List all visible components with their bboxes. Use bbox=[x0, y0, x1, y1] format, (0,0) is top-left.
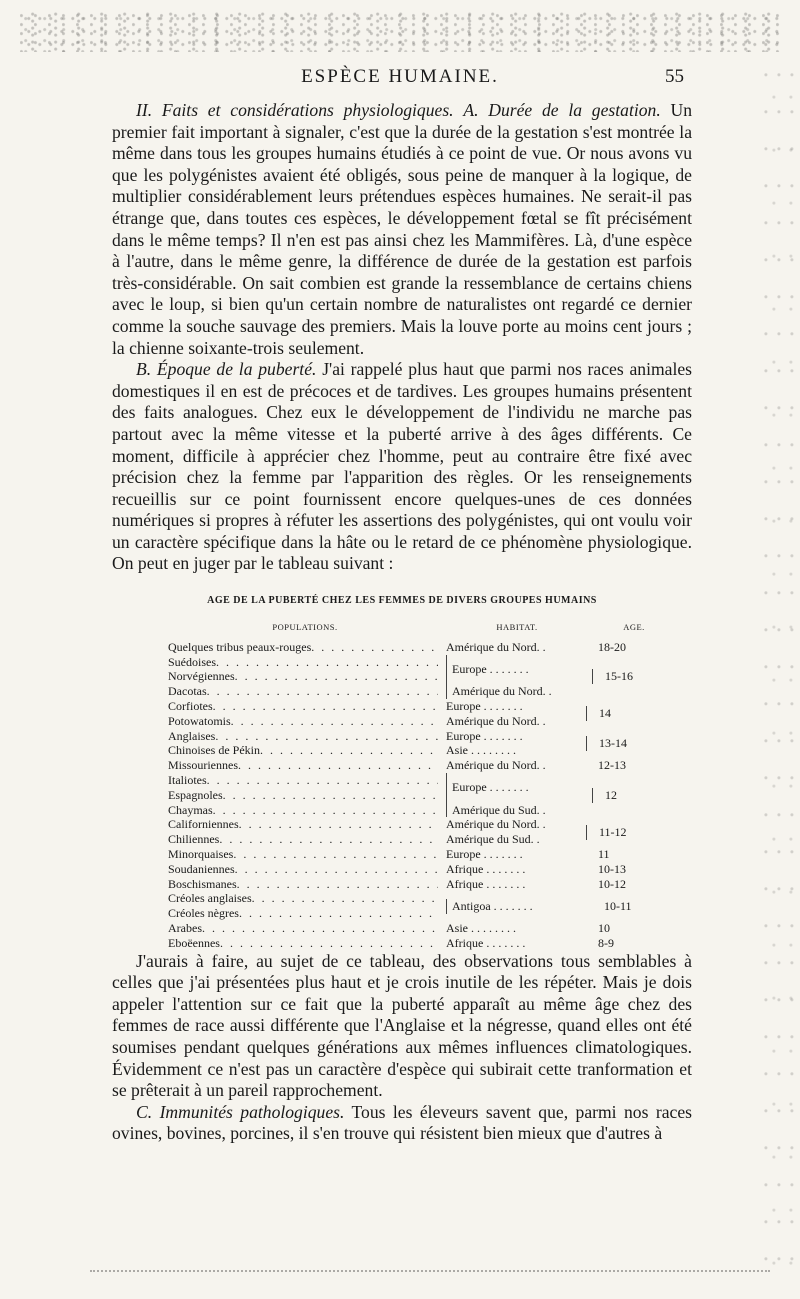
population-name: Californiennes bbox=[168, 817, 239, 832]
population-name: Quelques tribus peaux-rouges bbox=[168, 639, 312, 654]
section-c-heading: C. Immunités pathologiques. bbox=[136, 1101, 345, 1122]
table-row bbox=[168, 862, 676, 877]
population-name: Arabes bbox=[168, 921, 202, 935]
population-name: Dacotas bbox=[168, 684, 207, 699]
habitat-name: Europe . . . . . . . bbox=[446, 728, 523, 743]
population-name: Suédoises bbox=[168, 654, 216, 669]
population-name: Corfiotes bbox=[168, 699, 213, 714]
age-range: 10-13 bbox=[598, 861, 626, 876]
col-populations: POPULATIONS. bbox=[272, 622, 338, 633]
population-name: Anglaises bbox=[168, 728, 216, 743]
age-range: 15-16 bbox=[592, 669, 675, 684]
age-range: 18-20 bbox=[598, 639, 626, 654]
table-row bbox=[168, 699, 676, 729]
age-range: 10-12 bbox=[598, 876, 626, 891]
table-row bbox=[168, 877, 676, 892]
population-name: Soudaniennes bbox=[168, 861, 235, 876]
population-name: Créoles nègres bbox=[168, 906, 239, 921]
habitat-name: Afrique . . . . . . . bbox=[446, 935, 526, 950]
table-row bbox=[168, 655, 676, 699]
population-name: Boschismanes bbox=[168, 876, 237, 891]
age-range: 12-13 bbox=[598, 758, 626, 773]
habitat-name: Afrique . . . . . . . bbox=[446, 861, 526, 876]
table-row bbox=[168, 817, 676, 847]
habitat-name: Amérique du Sud. . bbox=[446, 832, 540, 847]
population-name: Italiotes bbox=[168, 773, 207, 788]
table-row bbox=[168, 773, 676, 817]
table-row bbox=[168, 729, 676, 759]
habitat-name: Amérique du Sud. . bbox=[452, 802, 546, 817]
table-header bbox=[168, 620, 676, 635]
paragraph-immunities bbox=[112, 1102, 692, 1145]
habitat-name: Europe . . . . . . . bbox=[452, 661, 529, 676]
table-row bbox=[168, 891, 676, 921]
habitat-name: Afrique . . . . . . . bbox=[446, 876, 526, 891]
habitat-name: Europe . . . . . . . bbox=[452, 780, 529, 795]
running-title: ESPÈCE HUMAINE. bbox=[301, 66, 499, 87]
col-age: AGE. bbox=[623, 622, 645, 633]
age-range: 13-14 bbox=[586, 736, 669, 751]
population-name: Potowatomis bbox=[168, 713, 231, 728]
habitat-name: Amérique du Nord. . bbox=[446, 758, 546, 773]
habitat-name: Amérique du Nord. . bbox=[446, 639, 546, 654]
population-name: Espagnoles bbox=[168, 787, 223, 802]
population-name: Minorquaises bbox=[168, 847, 234, 862]
table-row bbox=[168, 640, 676, 655]
habitat-name: Asie . . . . . . . . bbox=[446, 743, 516, 758]
habitat-name: Amérique du Nord. . bbox=[446, 713, 546, 728]
table-row bbox=[168, 936, 676, 951]
age-range: 10-11 bbox=[604, 898, 632, 913]
population-name: Chinoises de Pékin bbox=[168, 743, 260, 758]
habitat-name: Amérique du Nord. . bbox=[446, 817, 546, 832]
scan-noise-right bbox=[762, 60, 796, 1280]
section-c-text: Tous les éleveurs savent que, parmi nos races ovines, bovines, porcines, il s'en trouve qui résistent bien mieux que d'autres à bbox=[112, 1101, 692, 1144]
table-row bbox=[168, 847, 676, 862]
population-name: Chiliennes bbox=[168, 832, 220, 847]
page-number: 55 bbox=[665, 66, 684, 87]
habitat-name: Europe . . . . . . . bbox=[446, 699, 523, 714]
page-header bbox=[0, 66, 800, 96]
paragraph-puberty bbox=[112, 359, 692, 575]
habitat-name: Asie . . . . . . . . bbox=[446, 921, 516, 935]
age-range: 10 bbox=[598, 921, 610, 935]
age-range: 11 bbox=[598, 847, 610, 862]
puberty-table bbox=[168, 620, 676, 951]
age-range: 8-9 bbox=[598, 935, 614, 950]
age-range: 11-12 bbox=[586, 825, 669, 840]
habitat-name: Antigoa . . . . . . . bbox=[452, 898, 533, 913]
habitat-name: Amérique du Nord. . bbox=[452, 684, 552, 699]
habitat-name: Europe . . . . . . . bbox=[446, 847, 523, 862]
page-body bbox=[112, 100, 692, 1145]
section-ii-heading: II. Faits et considérations physiologiques. bbox=[136, 100, 454, 120]
age-range: 12 bbox=[592, 788, 675, 803]
scan-noise-top bbox=[20, 12, 780, 52]
section-a-heading: A. Durée de la gestation. bbox=[463, 100, 661, 120]
col-habitat: HABITAT. bbox=[496, 622, 538, 633]
population-name: Missouriennes bbox=[168, 758, 238, 773]
section-b-text: J'ai rappelé plus haut que parmi nos races animales domestiques il en est de précoces et de tardives. Les groupes humains présentent des faits analogues. Chez eux le développement de l'individu ne marche pas partout avec la même vitesse et la puberté arrive à des âges différents. Ce moment, difficile à apprécier chez l'homme, peut au contraire être fixé avec précision chez la femme par l'apparition des règles. Or les renseignements recueillis sur ce point fournissent encore quelques-unes de ces données numériques si propres à réfuter les assertions des polygénistes, qui ont voulu voir un caractère spécifique dans la hâte ou le retard de ce phénomène physiologique. On peut en juger par le tableau suivant : bbox=[112, 359, 692, 574]
table-caption: AGE DE LA PUBERTÉ CHEZ LES FEMMES DE DIVERS GROUPES HUMAINS bbox=[207, 595, 597, 607]
section-b-heading: B. Époque de la puberté. bbox=[136, 359, 317, 380]
scan-noise-bottom bbox=[90, 1270, 770, 1280]
paragraph-gestation bbox=[112, 100, 692, 359]
table-row bbox=[168, 758, 676, 773]
population-name: Eboëennes bbox=[168, 935, 220, 950]
age-range: 14 bbox=[586, 706, 669, 721]
table-row bbox=[168, 921, 676, 936]
section-a-text: Un premier fait important à signaler, c'est que la durée de la gestation s'est montrée la même dans tous les groupes humains étudiés à ce point de vue. Or nous avons vu que les polygénistes avaient été obligés, sous peine de manquer à la logique, de multiplier considérablement leurs prétendues espèces humaines. Ne serait-il pas étrange que, dans toutes ces espèces, le développement fœtal se fît précisément dans le même temps? Il n'en est pas ainsi chez les Mammifères. Là, d'une espèce à l'autre, dans le même genre, la différence de durée de la gestation est parfois très-considérable. On sait combien est grande la ressemblance de certains chiens avec le loup, si bien qu'un certain nombre de naturalistes ont regardé ce dernier comme la souche sauvage des premiers. Mais la louve porte au moins cent jours ; la chienne soixante-trois seulement. bbox=[112, 100, 692, 358]
population-name: Créoles anglaises bbox=[168, 891, 252, 906]
population-name: Chaymas bbox=[168, 802, 213, 817]
paragraph-after-table: J'aurais à faire, au sujet de ce tableau, des observations tous semblables à celles que j'ai présentées plus haut et je crois inutile de les répéter. Mais je dois appeler l'attention sur ce fait que la puberté apparaît au même âge chez des femmes de race aussi différente que l'Anglaise et la négresse, quand elles ont été soumises pendant quelques générations aux mêmes influences climatologiques. Évidemment ce n'est pas un caractère d'espèce qui subirait cette tranformation et se prêterait à un pareil rapprochement. bbox=[112, 950, 692, 1101]
population-name: Norvégiennes bbox=[168, 669, 235, 684]
